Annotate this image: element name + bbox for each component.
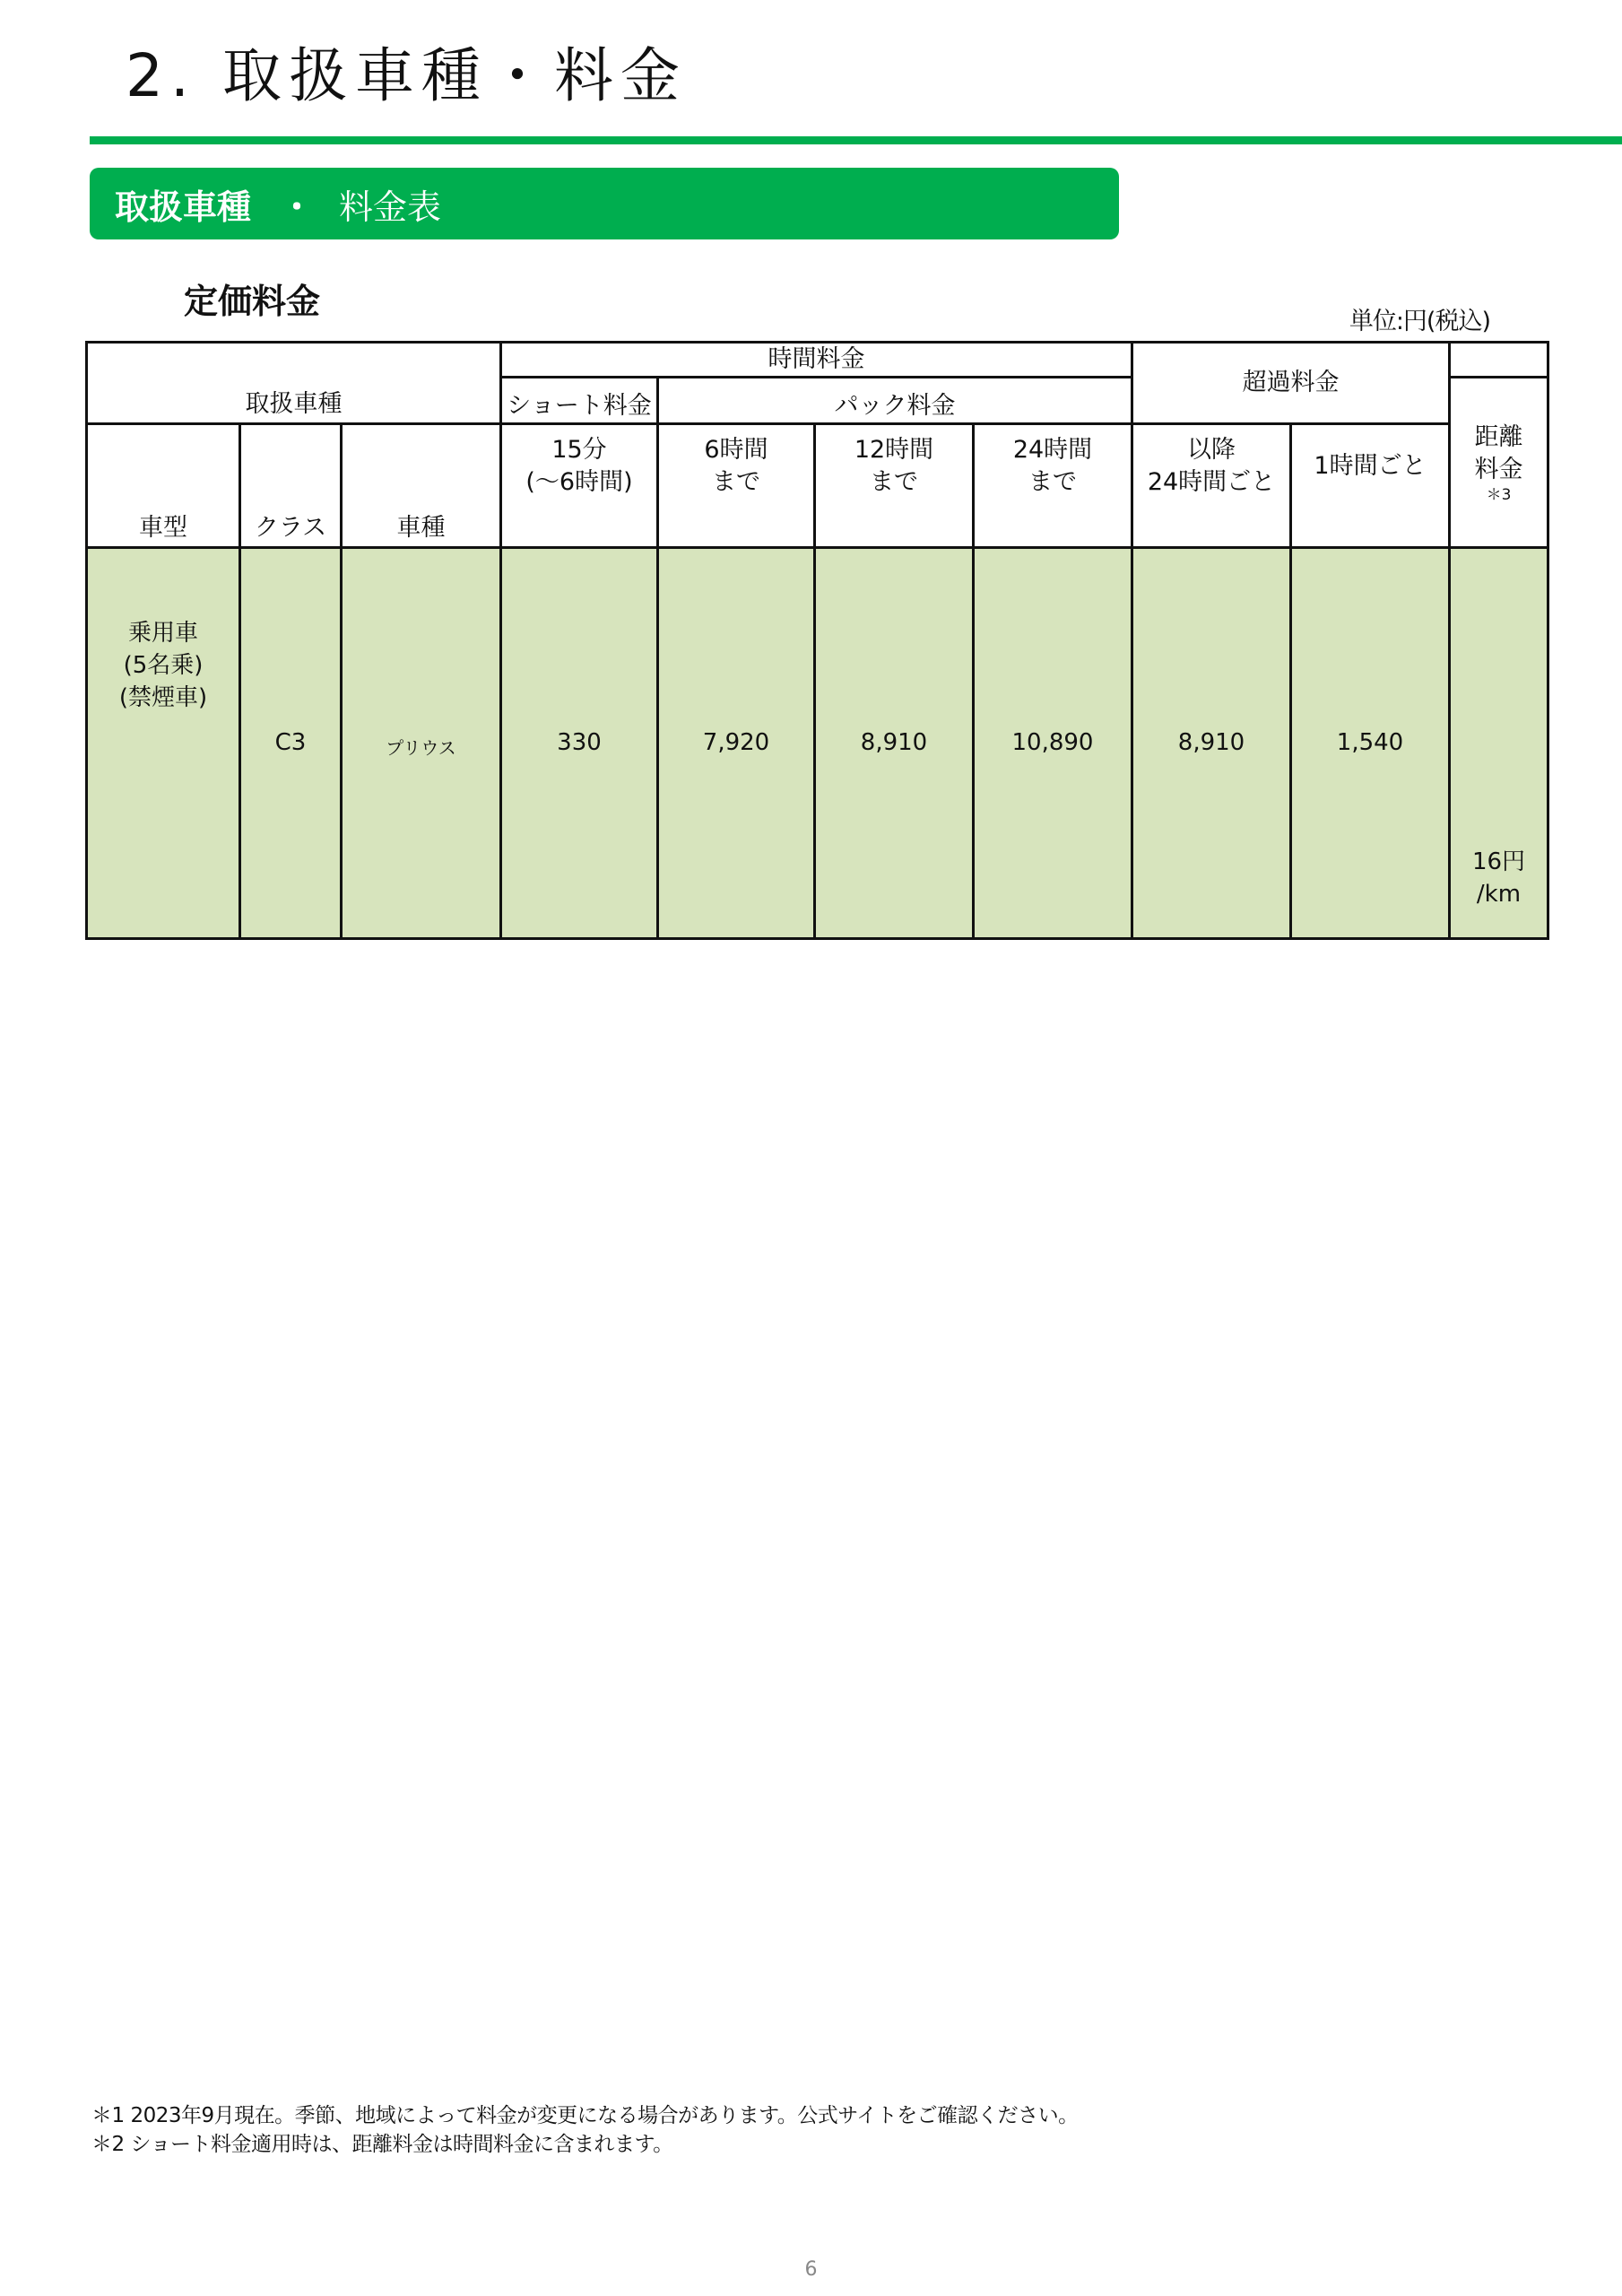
price-table bbox=[85, 341, 1549, 940]
cell-24h: 10,890 bbox=[974, 548, 1132, 939]
col-header-24h-l2: まで bbox=[1028, 468, 1077, 496]
distance-fee-note: ＊3 bbox=[1486, 485, 1512, 504]
col-header-24h-l1: 24時間 bbox=[1012, 436, 1093, 464]
cell-distance-l2: /km bbox=[1476, 881, 1522, 908]
col-header-12h-l2: まで bbox=[870, 468, 918, 496]
title-rule bbox=[90, 136, 1622, 144]
header-vehicle-group: 取扱車種 bbox=[87, 343, 501, 424]
cell-distance-l1: 16円 bbox=[1471, 848, 1526, 875]
col-header-type: 車型 bbox=[87, 424, 240, 548]
col-header-after24-l1: 以降 bbox=[1187, 436, 1236, 464]
cell-after24: 8,910 bbox=[1132, 548, 1291, 939]
price-subheading: 定価料金 bbox=[184, 282, 321, 321]
header-time-fee: 時間料金 bbox=[501, 343, 1132, 378]
header-excess-fee: 超過料金 bbox=[1132, 343, 1450, 424]
cell-6h: 7,920 bbox=[658, 548, 815, 939]
cell-model: プリウス bbox=[342, 548, 501, 939]
table-row bbox=[87, 548, 1548, 939]
col-header-per-hour: 1時間ごと bbox=[1291, 424, 1450, 548]
footnotes bbox=[91, 2101, 1079, 2159]
section-banner bbox=[90, 168, 1119, 239]
cell-per-hour: 1,540 bbox=[1291, 548, 1450, 939]
col-header-6h bbox=[658, 424, 815, 548]
cell-type bbox=[87, 548, 240, 939]
distance-fee-line2: 料金 bbox=[1474, 455, 1523, 483]
cell-short: 330 bbox=[501, 548, 658, 939]
header-blank-cell bbox=[1450, 343, 1548, 378]
col-header-class: クラス bbox=[240, 424, 342, 548]
cell-type-l3: (禁煙車) bbox=[118, 684, 208, 711]
footnote-1: ＊1 2023年9月現在。季節、地域によって料金が変更になる場合があります。公式サイトをご確認ください。 bbox=[91, 2104, 1079, 2127]
cell-type-l2: (5名乗) bbox=[123, 652, 204, 679]
col-header-after24 bbox=[1132, 424, 1291, 548]
section-title-main: 取扱車種 bbox=[115, 187, 252, 227]
footnote-2: ＊2 ショート料金適用時は、距離料金は時間料金に含まれます。 bbox=[91, 2133, 673, 2156]
page-number: 6 bbox=[804, 2258, 818, 2281]
col-header-short-l2: (〜6時間) bbox=[525, 468, 633, 496]
section-title-sub: 料金表 bbox=[339, 187, 442, 227]
cell-type-l1: 乗用車 bbox=[127, 620, 198, 647]
page-title: 2. 取扱車種・料金 bbox=[126, 41, 687, 110]
col-header-6h-l2: まで bbox=[712, 468, 760, 496]
col-header-24h bbox=[974, 424, 1132, 548]
section-title-separator: ・ bbox=[280, 187, 315, 227]
cell-12h: 8,910 bbox=[815, 548, 974, 939]
unit-note: 単位:円(税込) bbox=[1349, 308, 1490, 335]
col-header-6h-l1: 6時間 bbox=[704, 436, 768, 464]
col-header-12h-l1: 12時間 bbox=[854, 436, 934, 464]
header-pack-fee: パック料金 bbox=[658, 378, 1132, 424]
col-header-short bbox=[501, 424, 658, 548]
header-short-fee: ショート料金 bbox=[501, 378, 658, 424]
col-header-model: 車種 bbox=[342, 424, 501, 548]
col-header-after24-l2: 24時間ごと bbox=[1147, 468, 1276, 496]
distance-fee-line1: 距離 bbox=[1474, 422, 1523, 451]
cell-class: C3 bbox=[240, 548, 342, 939]
col-header-short-l1: 15分 bbox=[551, 436, 607, 464]
header-distance-fee bbox=[1450, 378, 1548, 548]
col-header-12h bbox=[815, 424, 974, 548]
cell-distance bbox=[1450, 548, 1548, 939]
